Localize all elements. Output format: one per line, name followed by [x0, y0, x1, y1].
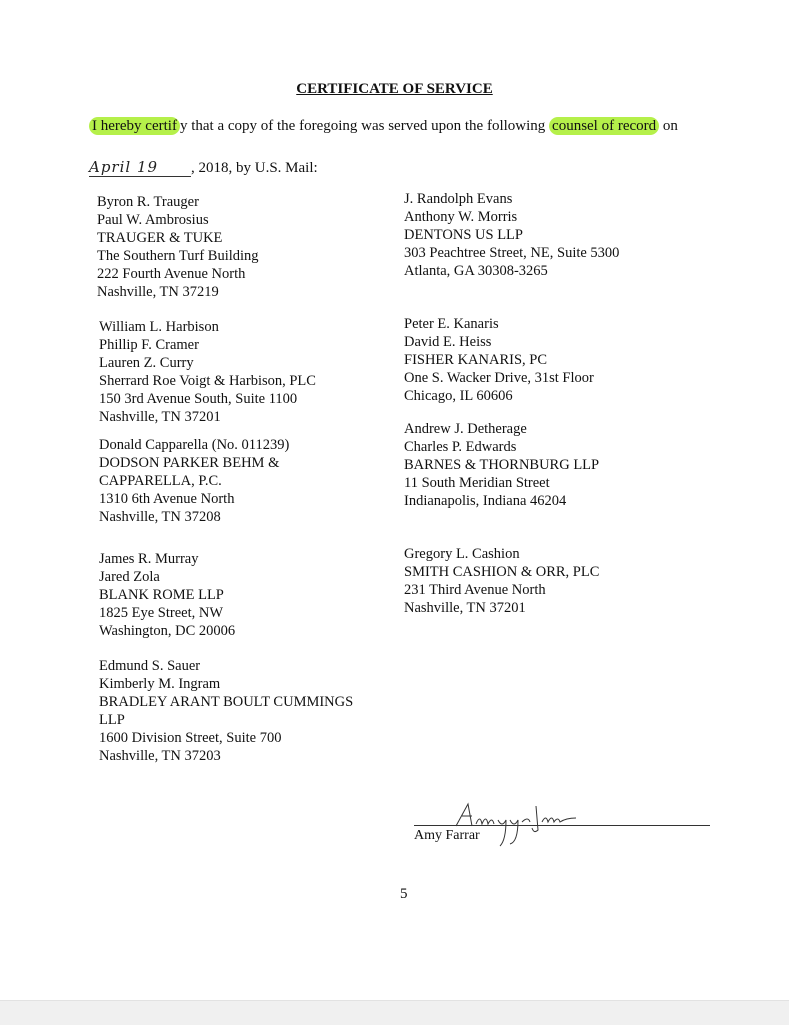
- address-line: 303 Peachtree Street, NE, Suite 5300: [404, 245, 620, 261]
- address-line: DENTONS US LLP: [404, 227, 523, 243]
- service-date-line: [89, 158, 318, 177]
- address-line: TRAUGER & TUKE: [97, 230, 223, 246]
- signer-name: Amy Farrar: [414, 828, 480, 843]
- address-line: J. Randolph Evans: [404, 191, 513, 207]
- address-line: Nashville, TN 37203: [99, 748, 221, 764]
- address-line: Chicago, IL 60606: [404, 388, 513, 404]
- address-line: BARNES & THORNBURG LLP: [404, 457, 600, 473]
- right-address-block: [404, 545, 599, 617]
- address-line: Edmund S. Sauer: [99, 658, 201, 674]
- address-line: James R. Murray: [99, 551, 199, 567]
- left-address-block: [99, 318, 316, 426]
- paragraph-text: y that a copy of the foregoing was served upon the following: [179, 118, 550, 134]
- address-line: Washington, DC 20006: [99, 623, 236, 639]
- address-line: Paul W. Ambrosius: [97, 212, 209, 228]
- address-line: Jared Zola: [99, 569, 160, 585]
- address-line: 11 South Meridian Street: [404, 475, 550, 491]
- address-line: Nashville, TN 37219: [97, 284, 219, 300]
- left-address-block: [97, 193, 259, 301]
- address-line: The Southern Turf Building: [97, 248, 259, 264]
- left-address-block: [99, 657, 353, 765]
- address-line: Donald Capparella (No. 011239): [99, 437, 290, 453]
- address-line: William L. Harbison: [99, 319, 219, 335]
- address-line: 1310 6th Avenue North: [99, 491, 235, 507]
- address-line: Phillip F. Cramer: [99, 337, 199, 353]
- address-line: FISHER KANARIS, PC: [404, 352, 548, 368]
- address-line: 222 Fourth Avenue North: [97, 266, 246, 282]
- address-line: LLP: [99, 712, 125, 728]
- address-line: Lauren Z. Curry: [99, 355, 194, 371]
- page-number: 5: [400, 886, 408, 902]
- address-line: BLANK ROME LLP: [99, 587, 224, 603]
- address-line: David E. Heiss: [404, 334, 492, 350]
- address-line: BRADLEY ARANT BOULT CUMMINGS: [99, 694, 354, 710]
- date-text: , 2018, by U.S. Mail:: [191, 160, 318, 176]
- signature-block: [414, 800, 714, 860]
- address-line: 1600 Division Street, Suite 700: [99, 730, 282, 746]
- address-line: Peter E. Kanaris: [404, 316, 499, 332]
- right-address-block: [404, 420, 599, 510]
- address-line: CAPPARELLA, P.C.: [99, 473, 222, 489]
- address-line: Gregory L. Cashion: [404, 546, 520, 562]
- paragraph-text: on: [659, 118, 678, 134]
- address-line: Charles P. Edwards: [404, 439, 517, 455]
- address-line: Sherrard Roe Voigt & Harbison, PLC: [99, 373, 316, 389]
- address-line: Andrew J. Detherage: [404, 421, 527, 437]
- address-line: Anthony W. Morris: [404, 209, 518, 225]
- highlight: counsel of record: [549, 117, 659, 135]
- address-line: Indianapolis, Indiana 46204: [404, 493, 567, 509]
- address-line: Nashville, TN 37208: [99, 509, 221, 525]
- address-line: 1825 Eye Street, NW: [99, 605, 224, 621]
- address-line: DODSON PARKER BEHM &: [99, 455, 280, 471]
- certification-paragraph: [89, 118, 678, 135]
- viewer-bottom-bar: [0, 1000, 789, 1025]
- document-title: CERTIFICATE OF SERVICE: [296, 81, 493, 97]
- address-line: One S. Wacker Drive, 31st Floor: [404, 370, 594, 386]
- right-address-block: [404, 190, 619, 280]
- signature-line: [414, 825, 710, 826]
- address-line: SMITH CASHION & ORR, PLC: [404, 564, 600, 580]
- address-line: 150 3rd Avenue South, Suite 1100: [99, 391, 298, 407]
- address-line: Nashville, TN 37201: [99, 409, 221, 425]
- address-line: Kimberly M. Ingram: [99, 676, 221, 692]
- left-address-block: [99, 550, 235, 640]
- handwritten-date: April 19: [89, 158, 191, 177]
- address-line: 231 Third Avenue North: [404, 582, 546, 598]
- highlight: I hereby certif: [89, 117, 180, 135]
- address-line: Nashville, TN 37201: [404, 600, 526, 616]
- address-line: Atlanta, GA 30308-3265: [404, 263, 548, 279]
- left-address-block: [99, 436, 289, 526]
- right-address-block: [404, 315, 594, 405]
- address-line: Byron R. Trauger: [97, 194, 199, 210]
